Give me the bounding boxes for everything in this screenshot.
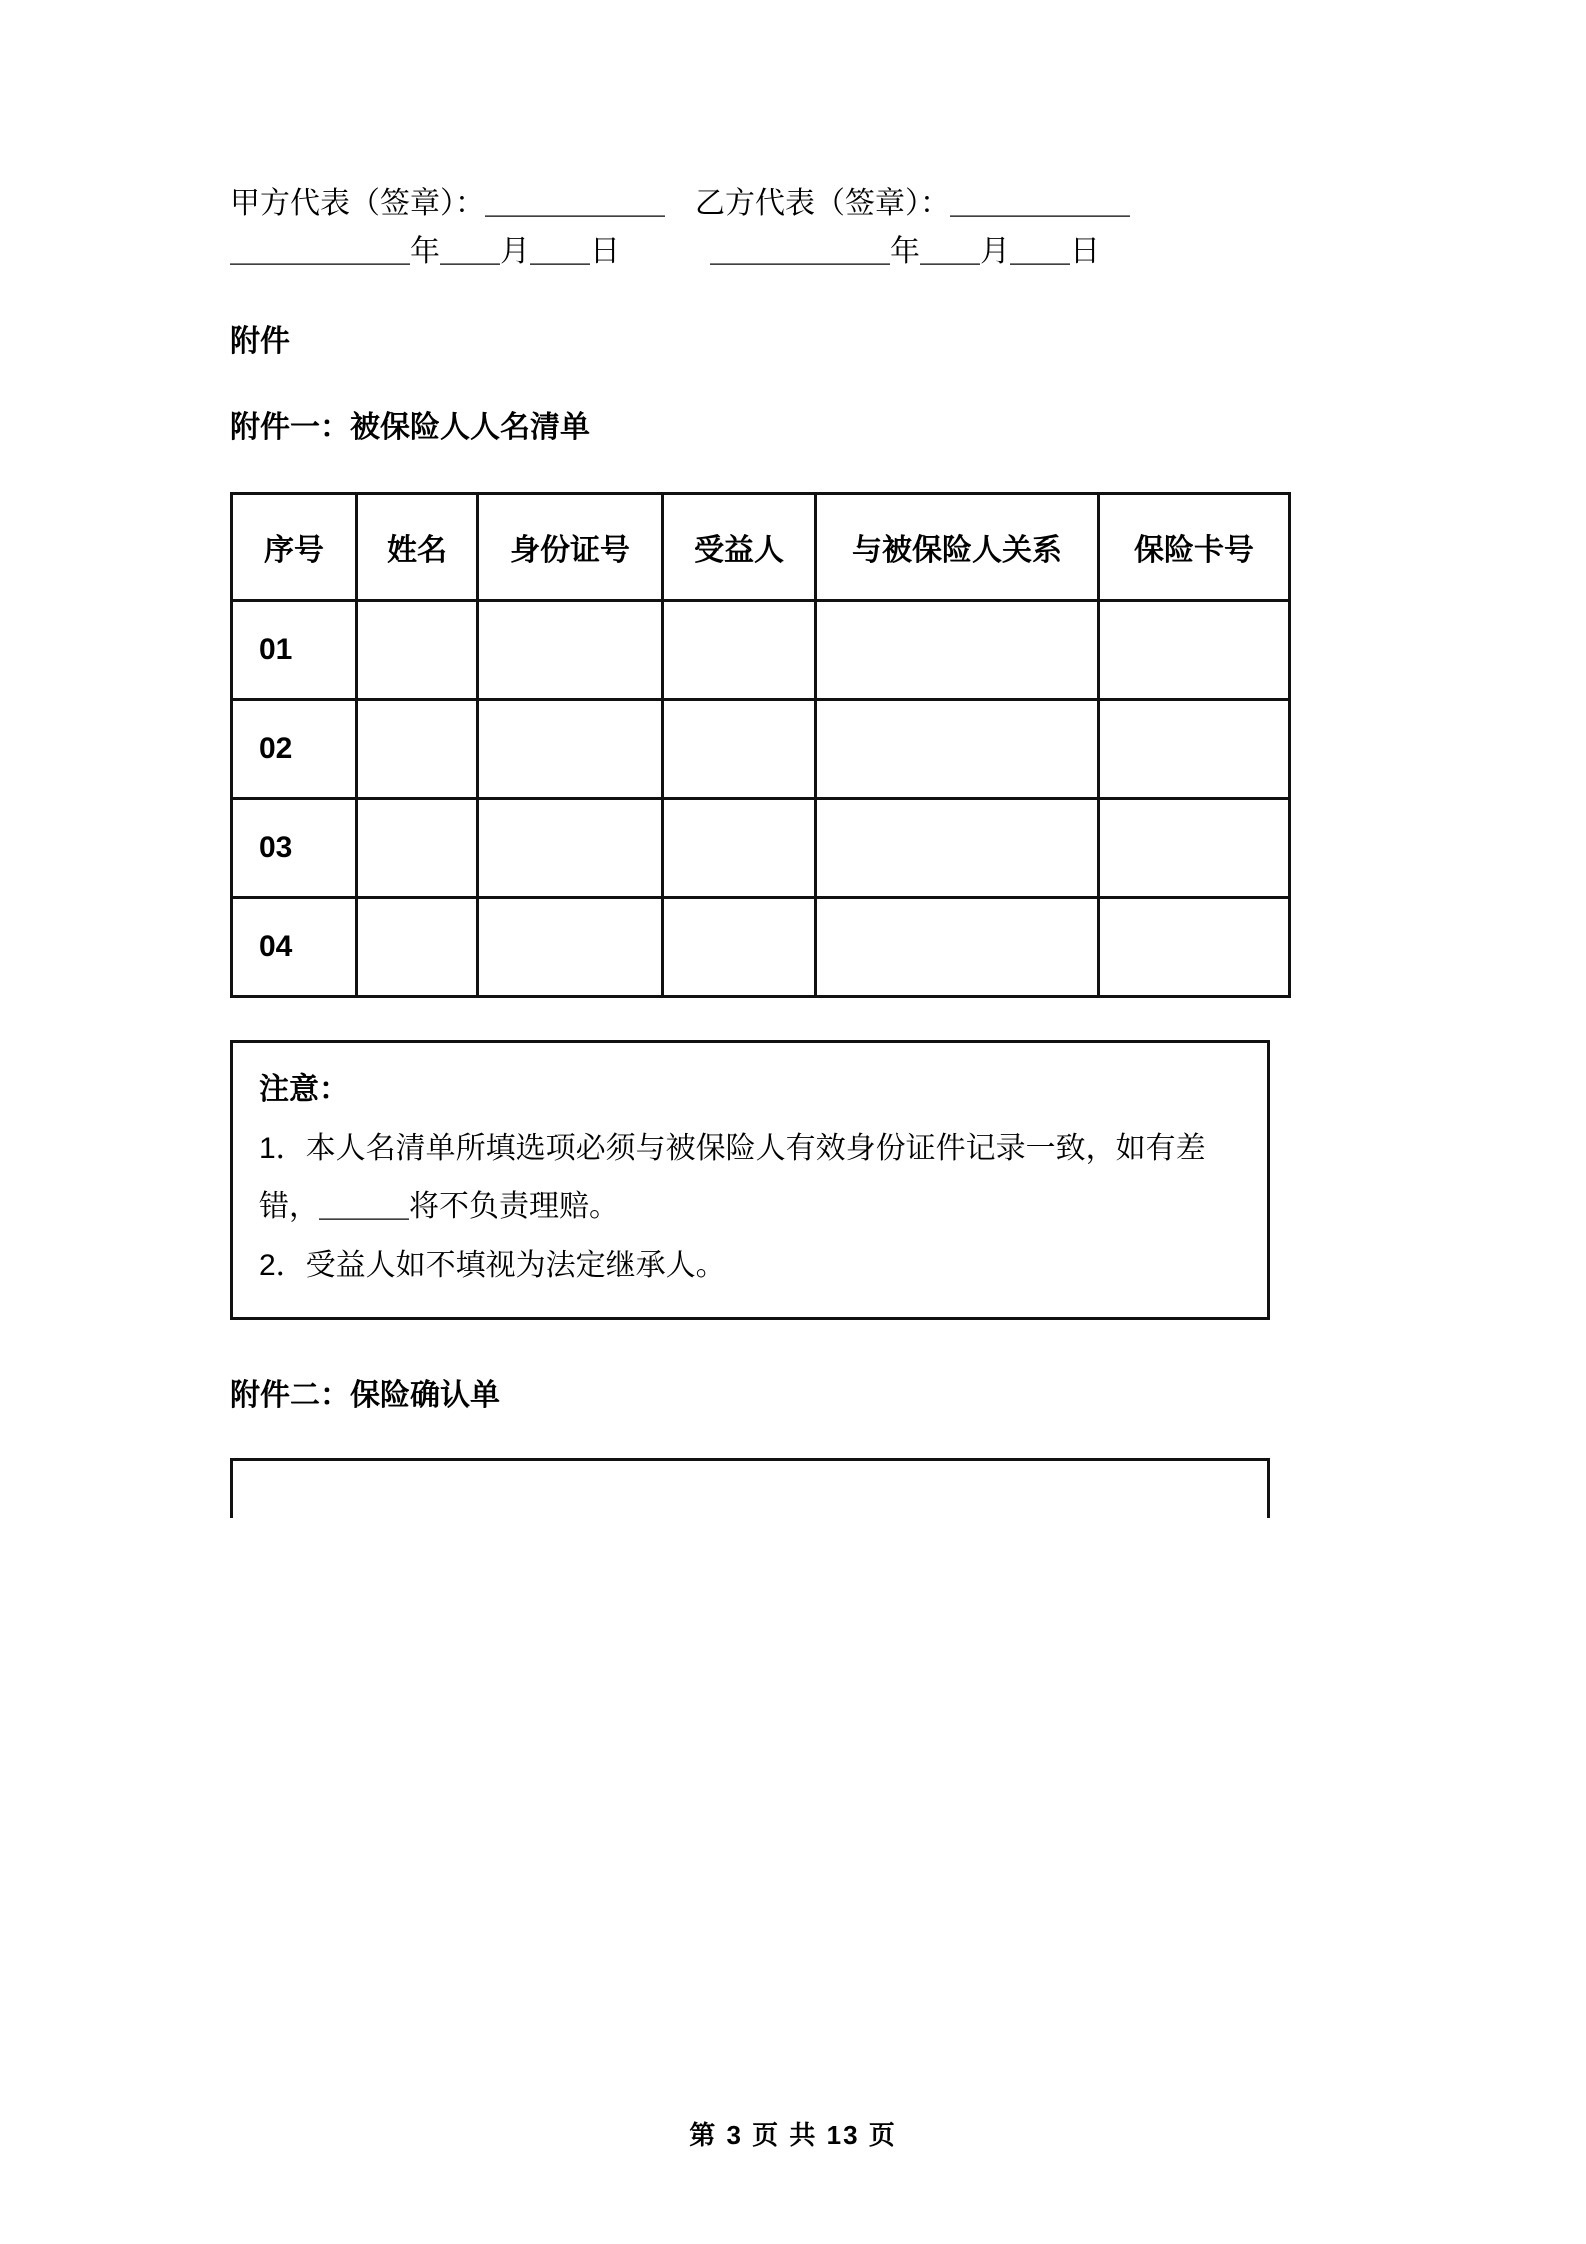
table-cell-id (478, 799, 663, 898)
table-cell-beneficiary (663, 898, 816, 997)
table-cell-beneficiary (663, 601, 816, 700)
page-footer: 第 3 页 共 13 页 (689, 2120, 897, 2150)
table-cell-card (1099, 601, 1290, 700)
table-cell-name (357, 601, 478, 700)
table-row (232, 601, 1290, 700)
notes-box (230, 1040, 1270, 1320)
note-item: 2．受益人如不填视为法定继承人。 (259, 1248, 726, 1282)
table-header-cell: 受益人 (663, 494, 816, 601)
attachment-label: 附件 (230, 325, 290, 358)
table-cell-relation (816, 700, 1099, 799)
note-item: 1．本人名清单所填选项必须与被保险人有效身份证件记录一致，如有差错，＿＿＿将不负责理赔。 (259, 1131, 1206, 1223)
table-header-cell: 序号 (232, 494, 357, 601)
table-cell-relation (816, 601, 1099, 700)
table-header-cell: 保险卡号 (1099, 494, 1290, 601)
table-cell-beneficiary (663, 700, 816, 799)
table-cell-card (1099, 799, 1290, 898)
table-row (232, 700, 1290, 799)
attachment-one-title: 附件一：被保险人人名清单 (230, 411, 590, 444)
table-cell-card (1099, 700, 1290, 799)
table-cell-name (357, 799, 478, 898)
table-cell-id (478, 700, 663, 799)
notes-title: 注意： (259, 1073, 349, 1106)
table-cell-index: 01 (232, 601, 357, 700)
table-cell-index: 02 (232, 700, 357, 799)
table-cell-name (357, 700, 478, 799)
table-cell-relation (816, 799, 1099, 898)
table-header-row (232, 494, 1290, 601)
table-cell-id (478, 898, 663, 997)
table-cell-index: 04 (232, 898, 357, 997)
table-cell-index: 03 (232, 799, 357, 898)
table-header-cell: 与被保险人关系 (816, 494, 1099, 601)
table-cell-name (357, 898, 478, 997)
confirmation-form-box (230, 1458, 1270, 1518)
attachment-two-title: 附件二：保险确认单 (230, 1379, 500, 1412)
insured-persons-table (230, 492, 1291, 998)
signature-line-1: 甲方代表（签章）：＿＿＿＿＿＿ 乙方代表（签章）：＿＿＿＿＿＿ (230, 187, 1130, 220)
table-header-cell: 身份证号 (478, 494, 663, 601)
table-header-cell: 姓名 (357, 494, 478, 601)
table-cell-id (478, 601, 663, 700)
table-row (232, 799, 1290, 898)
table-cell-beneficiary (663, 799, 816, 898)
table-row (232, 898, 1290, 997)
table-cell-relation (816, 898, 1099, 997)
table-cell-card (1099, 898, 1290, 997)
signature-line-2: ＿＿＿＿＿＿年＿＿月＿＿日 ＿＿＿＿＿＿年＿＿月＿＿日 (230, 235, 1100, 268)
